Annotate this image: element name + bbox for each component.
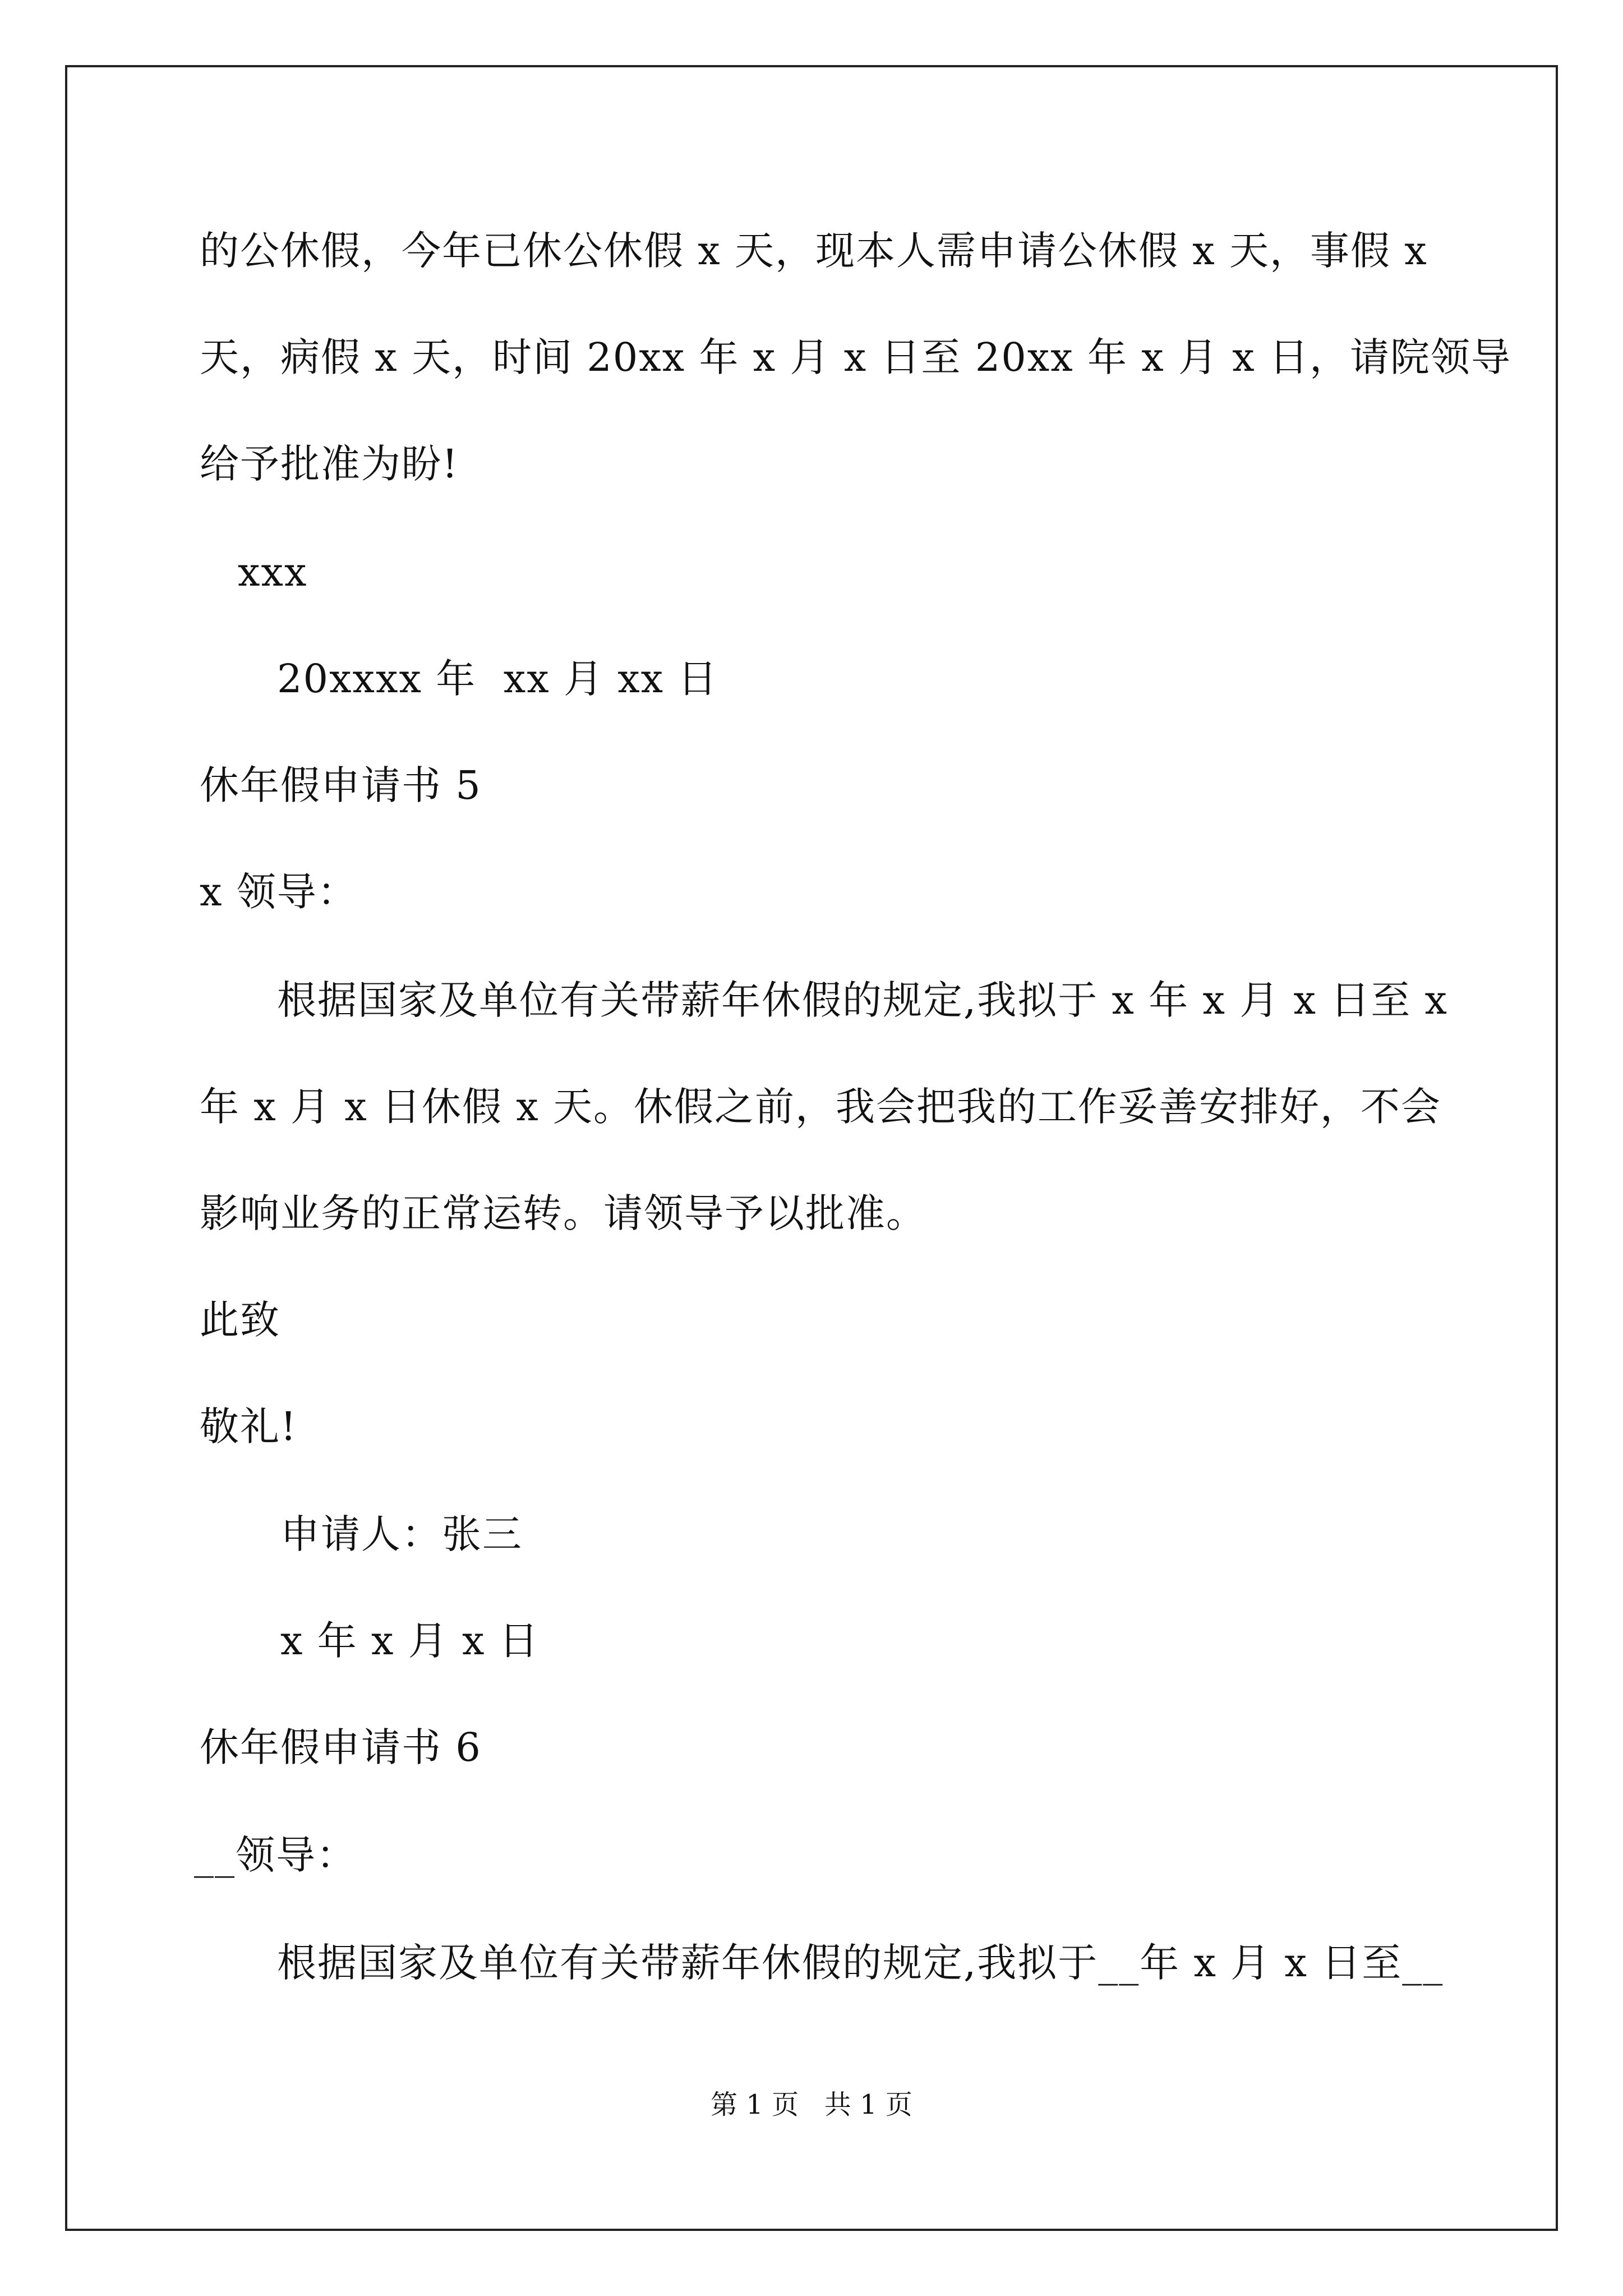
closing-1: 此致 bbox=[200, 1297, 280, 1343]
body-line-10: 影响业务的正常运转。请领导予以批准。 bbox=[200, 1190, 926, 1236]
signature-date: 20xxxx 年 xx 月 xx 日 bbox=[277, 656, 718, 702]
salutation-6: __领导： bbox=[194, 1832, 357, 1878]
page-footer: 第 1 页 共 1 页 bbox=[711, 2089, 912, 2120]
body-line-9: 年 x 月 x 日休假 x 天。休假之前，我会把我的工作妥善安排好，不会 bbox=[200, 1084, 1441, 1130]
body-line-1: 的公休假，今年已休公休假 x 天，现本人需申请公休假 x 天，事假 x bbox=[200, 228, 1428, 274]
signature-name: xxx bbox=[238, 549, 308, 595]
salutation-5: x 领导： bbox=[200, 869, 358, 915]
section-heading-6: 休年假申请书 6 bbox=[200, 1724, 482, 1770]
section-heading-5: 休年假申请书 5 bbox=[200, 762, 482, 808]
applicant-name: 申请人：张三 bbox=[280, 1511, 523, 1557]
applicant-date: x 年 x 月 x 日 bbox=[280, 1618, 540, 1664]
body-line-2: 天，病假 x 天，时间 20xx 年 x 月 x 日至 20xx 年 x 月 x 日，请院领导 bbox=[200, 334, 1511, 380]
page-border bbox=[65, 65, 1558, 2231]
body-line-8: 根据国家及单位有关带薪年休假的规定,我拟于 x 年 x 月 x 日至 x bbox=[277, 977, 1448, 1023]
closing-2: 敬礼! bbox=[200, 1404, 298, 1450]
body-line-17: 根据国家及单位有关带薪年休假的规定,我拟于__年 x 月 x 日至__ bbox=[277, 1940, 1444, 1986]
body-line-3: 给予批准为盼! bbox=[200, 441, 459, 487]
